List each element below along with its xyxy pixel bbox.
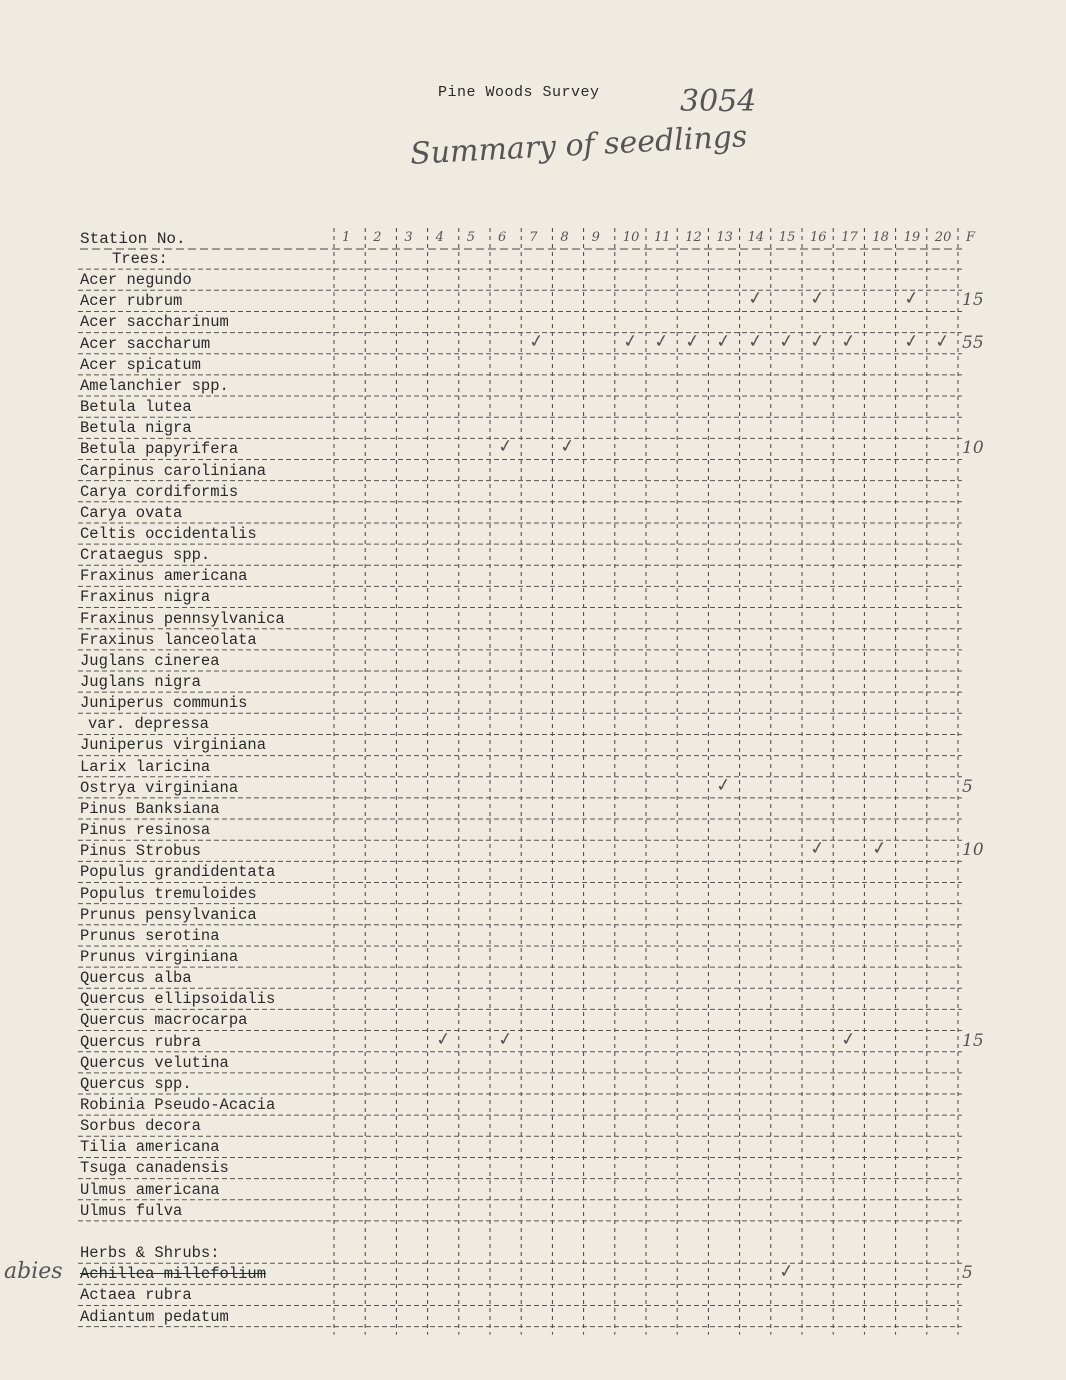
row-total: 15 <box>962 290 984 311</box>
species-label: Pinus Strobus <box>80 842 201 861</box>
species-label: Ulmus americana <box>80 1180 220 1199</box>
checkmark-icon: ✓ <box>902 287 921 311</box>
species-label: Robinia Pseudo-Acacia <box>80 1096 276 1114</box>
checkmark-icon: ✓ <box>839 329 858 353</box>
checkmark-icon: ✓ <box>621 329 640 353</box>
species-label: Acer saccharinum <box>80 313 229 332</box>
species-label: Prunus serotina <box>80 926 220 945</box>
species-label: Fraxinus americana <box>80 567 248 586</box>
checkmark-icon: ✓ <box>746 287 765 311</box>
species-label: Tsuga canadensis <box>80 1159 229 1178</box>
checkmark-icon: ✓ <box>777 329 796 353</box>
species-label: Populus tremuloides <box>80 884 257 903</box>
survey-title: Pine Woods Survey <box>438 84 600 101</box>
checkmark-icon: ✓ <box>808 329 827 353</box>
species-label: Achillea millefolium <box>80 1265 267 1284</box>
species-label: Tilia americana <box>80 1138 220 1157</box>
checkmark-icon: ✓ <box>777 1260 796 1284</box>
station-column-header: 17 <box>841 230 858 245</box>
station-column-header: 20 <box>934 230 952 245</box>
species-label: Betula nigra <box>80 419 192 438</box>
species-label: Quercus ellipsoidalis <box>80 990 276 1009</box>
station-column-header: 5 <box>466 230 476 245</box>
station-column-header: 3 <box>404 230 413 245</box>
checkmark-icon: ✓ <box>652 329 671 353</box>
station-column-header: 11 <box>654 230 671 245</box>
checkmark-icon: ✓ <box>839 1027 858 1051</box>
station-column-header: 16 <box>810 230 827 245</box>
species-label: Betula lutea <box>80 398 192 417</box>
station-column-header: 4 <box>435 230 444 245</box>
station-column-header: 19 <box>903 230 921 245</box>
checkmark-icon: ✓ <box>808 287 827 311</box>
species-label: Carpinus caroliniana <box>80 461 267 480</box>
species-label: Herbs & Shrubs: <box>80 1244 220 1263</box>
checkmark-icon: ✓ <box>715 329 733 353</box>
species-label: Ulmus fulva <box>80 1201 183 1220</box>
species-label: Sorbus decora <box>80 1117 201 1136</box>
species-label: Populus grandidentata <box>80 863 276 882</box>
species-label: Quercus spp. <box>80 1074 192 1093</box>
station-number-label: Station No. <box>80 230 186 248</box>
margin-note: abies <box>4 1259 63 1285</box>
station-column-header: 7 <box>529 230 538 245</box>
station-column-header: F <box>966 230 976 245</box>
station-column-header: 9 <box>591 230 600 245</box>
species-label: Juniperus virginiana <box>80 736 267 755</box>
species-label: var. depressa <box>88 715 209 734</box>
row-total: 5 <box>962 1263 973 1284</box>
species-label: Betula papyrifera <box>80 440 239 459</box>
species-label: Ostrya virginiana <box>80 778 239 797</box>
species-label: Acer saccharum <box>80 334 211 353</box>
station-column-header: 6 <box>498 230 507 245</box>
checkmark-icon: ✓ <box>683 329 702 353</box>
station-column-header: 18 <box>872 230 889 245</box>
station-column-header: 8 <box>560 230 569 245</box>
station-column-header: 2 <box>373 230 382 245</box>
species-label: Acer spicatum <box>80 355 201 374</box>
species-label: Fraxinus lanceolata <box>80 630 257 649</box>
station-column-header: 1 <box>342 230 351 245</box>
checkmark-icon: ✓ <box>559 435 577 459</box>
species-label: Crataegus spp. <box>80 546 211 565</box>
checkmark-icon: ✓ <box>871 837 889 861</box>
row-total: 5 <box>962 776 973 797</box>
checkmark-icon: ✓ <box>808 837 827 861</box>
species-label: Quercus macrocarpa <box>80 1011 248 1030</box>
row-total: 55 <box>962 332 984 353</box>
checkmark-icon: ✓ <box>434 1027 453 1051</box>
row-total: 10 <box>962 840 984 861</box>
station-column-header: 14 <box>747 230 765 245</box>
species-label: Pinus resinosa <box>80 821 211 840</box>
species-label: Fraxinus pennsylvanica <box>80 609 285 628</box>
species-label: Prunus virginiana <box>80 947 239 966</box>
species-label: Juniperus communis <box>80 694 248 713</box>
species-label: Quercus alba <box>80 969 192 988</box>
station-column-header: 10 <box>622 230 640 245</box>
species-label: Quercus rubra <box>80 1032 201 1051</box>
handwritten-subtitle: Summary of seedlings <box>409 119 749 172</box>
species-label: Carya cordiformis <box>80 482 239 501</box>
checkmark-icon: ✓ <box>746 329 765 353</box>
species-label: Juglans cinerea <box>80 651 220 670</box>
species-label: Adiantum pedatum <box>80 1307 229 1326</box>
station-column-header: 13 <box>716 230 733 245</box>
species-label: Amelanchier spp. <box>80 376 229 395</box>
species-label: Larix laricina <box>80 757 211 776</box>
station-column-header: 12 <box>685 230 702 245</box>
species-label: Acer rubrum <box>80 292 183 311</box>
species-label: Trees: <box>112 250 168 268</box>
species-label: Juglans nigra <box>80 673 201 691</box>
species-label: Celtis occidentalis <box>80 524 257 543</box>
checkmark-icon: ✓ <box>902 329 921 353</box>
checkmark-icon: ✓ <box>527 329 546 353</box>
row-total: 10 <box>962 438 984 459</box>
species-label: Carya ovata <box>80 503 183 522</box>
station-column-header: 15 <box>778 230 796 245</box>
row-total: 15 <box>962 1030 984 1051</box>
checkmark-icon: ✓ <box>496 435 515 459</box>
species-label: Fraxinus nigra <box>80 588 211 607</box>
species-label: Quercus velutina <box>80 1053 229 1072</box>
species-label: Prunus pensylvanica <box>80 905 257 924</box>
species-label: Pinus Banksiana <box>80 799 220 818</box>
checkmark-icon: ✓ <box>715 773 733 797</box>
checkmark-icon: ✓ <box>933 329 952 353</box>
checkmark-icon: ✓ <box>496 1027 515 1051</box>
species-label: Actaea rubra <box>80 1286 192 1305</box>
document-number: 3054 <box>680 84 757 119</box>
species-label: Acer negundo <box>80 271 192 290</box>
